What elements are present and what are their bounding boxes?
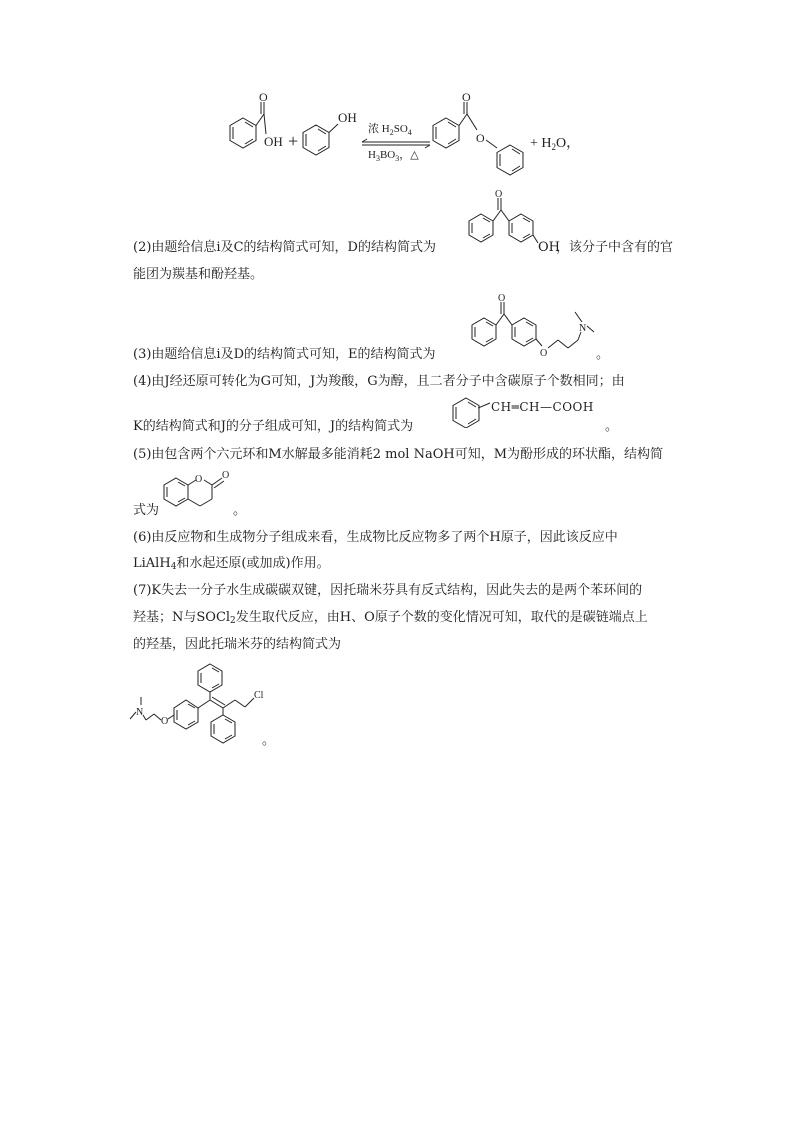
p7-line1: (7)K失去一分子水生成碳碳双键，因托瑞米芬具有反式结构，因此失去的是两个苯环间的 bbox=[133, 583, 643, 598]
water-product: + $H_2O$， bbox=[530, 136, 581, 152]
svg-text:O: O bbox=[195, 474, 203, 485]
compound-m-structure bbox=[160, 468, 234, 514]
p2-line2: 能团为羰基和酚羟基。 bbox=[133, 267, 264, 282]
svg-text:N: N bbox=[136, 707, 144, 718]
compound-e-structure bbox=[468, 292, 596, 362]
acid-oh-label: OH bbox=[264, 134, 283, 149]
svg-text:N: N bbox=[579, 323, 587, 334]
reaction-scheme bbox=[0, 90, 794, 190]
plus-sign: + bbox=[288, 131, 299, 151]
toremifene-structure bbox=[128, 660, 278, 745]
svg-text:浓 H2SO4: 浓 $H_2SO_4$ bbox=[368, 123, 412, 137]
p6-line2: LiAlH4和水起还原(或加成)作用。 bbox=[133, 556, 330, 572]
p5-line1: (5)由包含两个六元环和M水解最多能消耗2 mol NaOH可知，M为酚形成的环状酯，结构简 bbox=[133, 447, 664, 462]
p7-line2: 羟基；N与SOCl2发生取代反应，由H、O原子个数的变化情况可知，取代的是碳链端点上 bbox=[133, 610, 648, 626]
p5-line2-text: 式为 bbox=[133, 503, 160, 518]
p4-chain: CH═CH—COOH bbox=[491, 400, 594, 414]
svg-text:Cl: Cl bbox=[254, 690, 264, 701]
benzoic-acid-structure bbox=[230, 90, 283, 149]
ester-o-label: O bbox=[476, 131, 485, 145]
p2-oh-label: OH bbox=[538, 240, 560, 255]
p4-line1: (4)由J经还原可转化为G可知，J为羧酸，G为醇，且二者分子中含碳原子个数相同；由 bbox=[133, 374, 625, 389]
ester-carbonyl-o: O bbox=[462, 90, 471, 104]
svg-text:H3BO3，△: $H_3BO_3$，△ bbox=[368, 149, 419, 163]
p4-line2-text: K的结构简式和J的分子组成可知，J的结构简式为 bbox=[133, 419, 414, 434]
reaction-conditions bbox=[362, 121, 430, 163]
p3-line-text: (3)由题给信息ⅰ及D的结构简式可知，E的结构简式为 bbox=[133, 347, 436, 362]
svg-text:O: O bbox=[498, 293, 506, 304]
carbonyl-o-label: O bbox=[259, 90, 268, 104]
p2-line1-tail: ，该分子中含有的官 bbox=[556, 240, 674, 255]
phenol-oh-label: OH bbox=[338, 110, 357, 125]
p4-line2-tail: 。 bbox=[605, 419, 619, 434]
phenol-structure bbox=[303, 110, 357, 155]
svg-text:O: O bbox=[495, 189, 503, 200]
compound-d-structure bbox=[466, 188, 540, 260]
p2-line1-text: (2)由题给信息ⅰ及C的结构简式可知，D的结构简式为 bbox=[133, 240, 436, 255]
phenyl-benzoate-structure bbox=[433, 90, 523, 175]
p3-line-tail: 。 bbox=[596, 347, 610, 362]
p6-line1: (6)由反应物和生成物分子组成来看，生成物比反应物多了两个H原子，因此该反应中 bbox=[133, 530, 618, 545]
svg-text:O: O bbox=[540, 348, 548, 359]
svg-text:O: O bbox=[161, 716, 169, 727]
p7-end: 。 bbox=[262, 733, 276, 748]
svg-text:O: O bbox=[222, 470, 230, 481]
p7-line3: 的羟基，因此托瑞米芬的结构简式为 bbox=[133, 637, 342, 652]
p5-line2-tail: 。 bbox=[233, 503, 247, 518]
ring-chain-bond bbox=[478, 400, 492, 410]
